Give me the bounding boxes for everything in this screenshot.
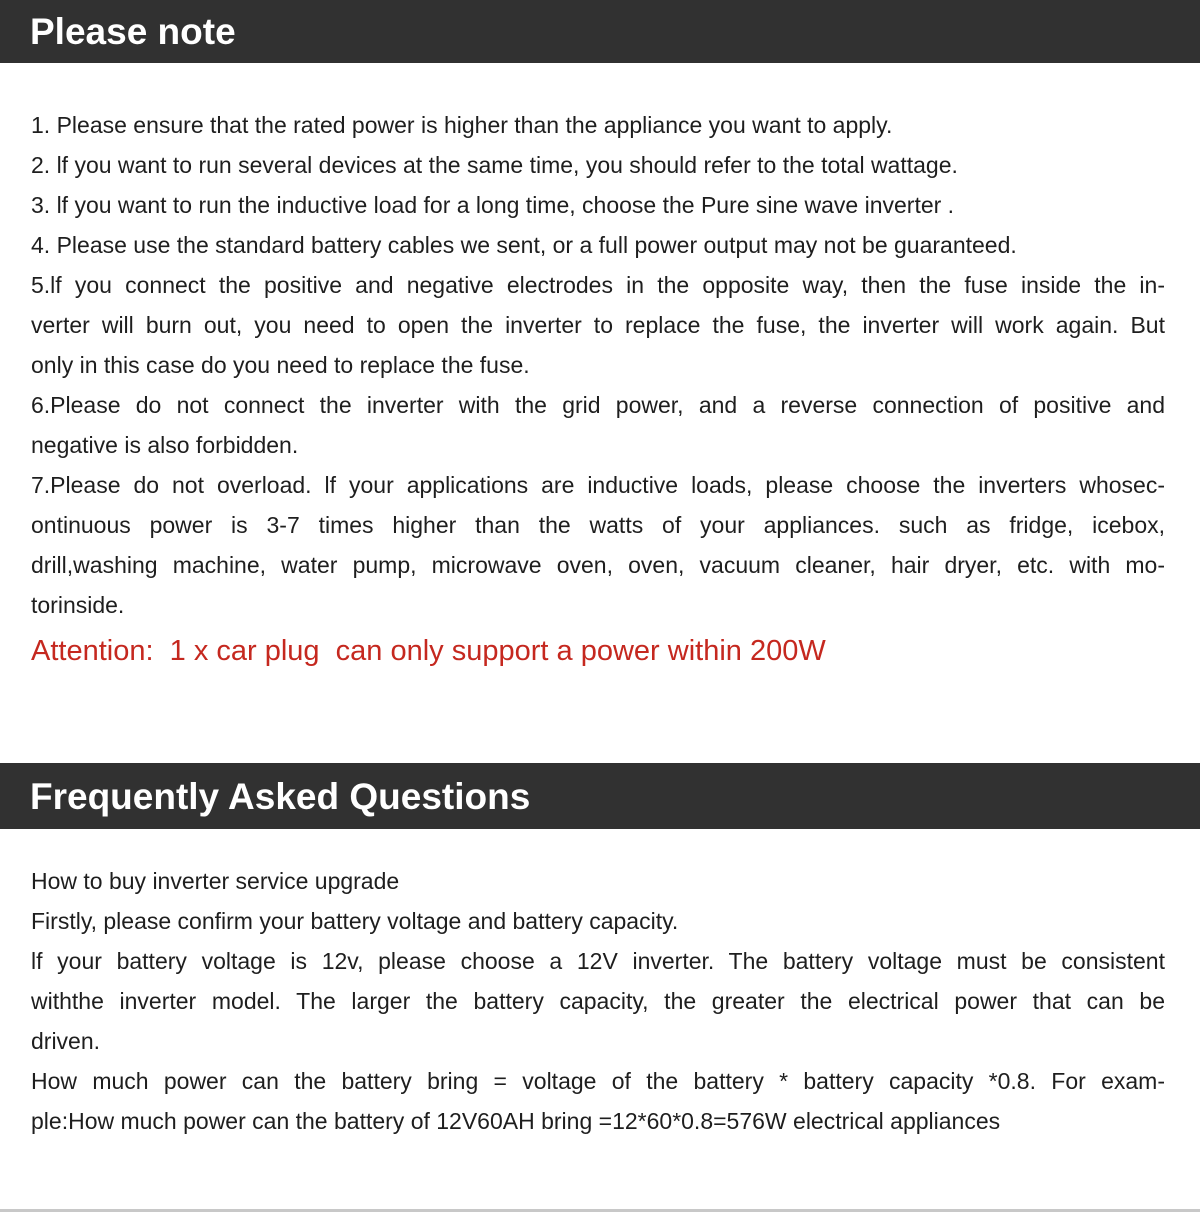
faq-line-6: How much power can the battery bring = voltage of the battery * battery capacity *0.8. For exam- xyxy=(31,1068,1165,1094)
note-line-9: negative is also forbidden. xyxy=(31,432,299,458)
bottom-divider xyxy=(0,1209,1200,1212)
faq-line-5: driven. xyxy=(31,1028,101,1054)
note-line-5: 5.lf you connect the positive and negative electrodes in the opposite way, then the fuse inside the in- xyxy=(31,272,1165,298)
note-line-11: ontinuous power is 3-7 times higher than the watts of your appliances. such as fridge, icebox, xyxy=(31,512,1165,538)
faq-header-bar xyxy=(0,763,1200,829)
note-line-2: 2. lf you want to run several devices at the same time, you should refer to the total wattage. xyxy=(31,152,958,178)
attention-warning: Attention: 1 x car plug can only support a power within 200W xyxy=(31,635,826,667)
note-line-1: 1. Please ensure that the rated power is higher than the appliance you want to apply. xyxy=(31,112,893,138)
faq-line-1: How to buy inverter service upgrade xyxy=(31,868,400,894)
note-line-3: 3. lf you want to run the inductive load for a long time, choose the Pure sine wave inverter . xyxy=(31,192,955,218)
faq-line-2: Firstly, please confirm your battery voltage and battery capacity. xyxy=(31,908,679,934)
faq-line-4: withthe inverter model. The larger the battery capacity, the greater the electrical power that can be xyxy=(31,988,1165,1014)
note-line-6: verter will burn out, you need to open the inverter to replace the fuse, the inverter will work again. But xyxy=(31,312,1165,338)
note-line-12: drill,washing machine, water pump, microwave oven, oven, vacuum cleaner, hair dryer, etc. with mo- xyxy=(31,552,1165,578)
faq-body xyxy=(0,829,1200,1141)
note-line-8: 6.Please do not connect the inverter with the grid power, and a reverse connection of positive and xyxy=(31,392,1165,418)
note-line-4: 4. Please use the standard battery cables we sent, or a full power output may not be guaranteed. xyxy=(31,232,1017,258)
note-line-10: 7.Please do not overload. lf your applications are inductive loads, please choose the inverters whosec- xyxy=(31,472,1165,498)
note-line-13: torinside. xyxy=(31,592,125,618)
faq-title: Frequently Asked Questions xyxy=(30,775,531,817)
please-note-header-bar xyxy=(0,0,1200,63)
faq-line-3: lf your battery voltage is 12v, please choose a 12V inverter. The battery voltage must be consistent xyxy=(31,948,1165,974)
faq-line-7: ple:How much power can the battery of 12V60AH bring =12*60*0.8=576W electrical appliances xyxy=(31,1108,1001,1134)
please-note-body xyxy=(0,63,1200,674)
please-note-title: Please note xyxy=(30,11,236,52)
note-line-7: only in this case do you need to replace the fuse. xyxy=(31,352,530,378)
